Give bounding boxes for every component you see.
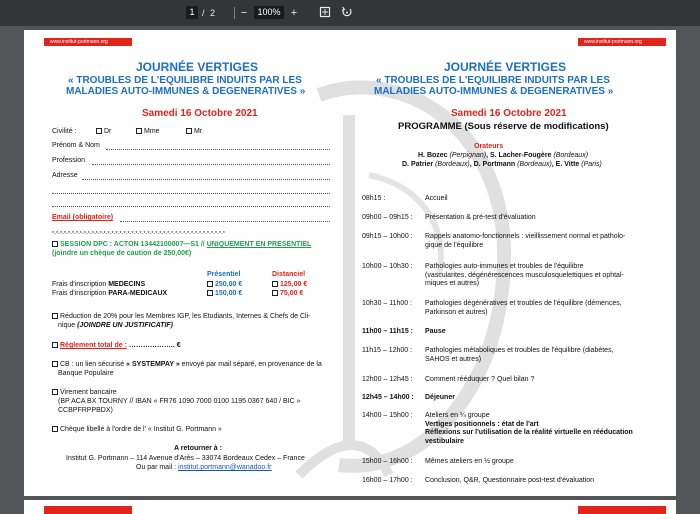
total-payment[interactable]: Règlement total de : ……………….. € bbox=[52, 342, 181, 351]
pdf-toolbar bbox=[0, 0, 700, 26]
fee-medecins-presentiel[interactable]: 250,00 € bbox=[207, 281, 242, 290]
programme-item: Réflexions sur l'utilisation de la réalité virtuelle en rééducation bbox=[425, 429, 633, 436]
programme-item: gique de l'équilibre bbox=[425, 241, 484, 249]
civility-mme-option[interactable] bbox=[136, 128, 160, 137]
programme-item: Rappels anatomo-fonctionnels : vieillissement normal et patholo- bbox=[425, 233, 626, 240]
rotate-icon[interactable] bbox=[340, 6, 354, 20]
programme-time: 09h00 – 09h15 : bbox=[362, 214, 413, 221]
pdf-page-1 bbox=[24, 30, 676, 496]
checkbox-icon[interactable] bbox=[207, 290, 213, 296]
programme-item: SAHOS et autres) bbox=[425, 355, 482, 363]
checkbox-icon[interactable] bbox=[52, 342, 58, 348]
checkbox-icon[interactable] bbox=[272, 290, 278, 296]
fee-para-distanciel[interactable]: 75,00 € bbox=[272, 290, 303, 299]
checkbox-icon[interactable] bbox=[52, 241, 58, 247]
total-pages: 2 bbox=[210, 8, 216, 18]
fee-para-presentiel[interactable]: 150,00 € bbox=[207, 290, 242, 299]
date-left: Samedi 16 Octobre 2021 bbox=[142, 108, 258, 119]
col-presentiel: Présentiel bbox=[207, 271, 241, 278]
subtitle-left-2: MALADIES AUTO-IMMUNES & DEGENERATIVES » bbox=[66, 86, 306, 97]
programme-time: 10h30 – 11h00 : bbox=[362, 300, 413, 307]
zoom-level-input[interactable]: 100% bbox=[254, 6, 284, 19]
return-address: Institut G. Portmann – 114 Avenue d'Arès – 33074 Bordeaux Cedex – France bbox=[66, 455, 305, 462]
site-banner-left bbox=[44, 38, 132, 46]
virement-iban: (BP ACA BX TOURNY // IBAN « FR76 1090 7000 0100 1195 0367 640 / BIC » bbox=[58, 398, 301, 405]
programme-time: 09h15 – 10h00 : bbox=[362, 233, 413, 240]
programme-time: 10h00 – 10h30 : bbox=[362, 263, 413, 270]
programme-item: Pathologies auto-immunes et troubles de l'équilibre bbox=[425, 263, 584, 270]
name-label: Prénom & Nom bbox=[52, 142, 100, 149]
programme-time: 08h15 : bbox=[362, 195, 386, 202]
name-field[interactable] bbox=[106, 149, 330, 150]
checkbox-icon[interactable] bbox=[52, 389, 58, 395]
toolbar-divider bbox=[234, 7, 235, 19]
checkbox-icon[interactable] bbox=[186, 128, 192, 134]
page-number-input[interactable]: 1 bbox=[186, 6, 198, 19]
fee-medecins-label: Frais d'inscription MEDECINS bbox=[52, 281, 146, 288]
fit-page-icon[interactable] bbox=[318, 6, 332, 20]
speakers-label: Orateurs bbox=[474, 143, 504, 150]
checkbox-icon[interactable] bbox=[272, 281, 278, 287]
programme-time: 16h00 – 17h00 : bbox=[362, 477, 413, 484]
programme-item: Conclusion, Q&R, Questionnaire post-test d'évaluation bbox=[425, 477, 595, 484]
site-banner-right bbox=[578, 38, 666, 46]
cheque-option[interactable]: Chèque libellé à l'ordre de l' « Institut G. Portmann » bbox=[52, 426, 222, 435]
checkbox-icon[interactable] bbox=[207, 281, 213, 287]
programme-time: 12h45 – 14h00 : bbox=[362, 394, 414, 401]
virement-bic: CCBPFRPPBDX) bbox=[58, 407, 113, 414]
programme-item: Déjeuner bbox=[425, 394, 455, 401]
email-field[interactable] bbox=[120, 221, 330, 222]
return-mail: Ou par mail : institut.portmann@wanadoo.fr bbox=[136, 464, 272, 471]
fee-medecins-distanciel[interactable]: 125,00 € bbox=[272, 281, 307, 290]
checkbox-icon[interactable] bbox=[52, 426, 58, 432]
programme-time: 15h00 – 16h00 : bbox=[362, 458, 413, 465]
checkbox-icon[interactable] bbox=[52, 361, 58, 367]
divider-stars: *-*-*-*-*-*-*-*-*-*-*-*-*-*-*-*-*-*-*-*-*-*-*-*-*-*-*-*-*-*-*-*-*-*-*-*-*-*-*-*-*-*-*-* bbox=[52, 231, 225, 237]
dpc-label: SESSION DPC : ACTON 13442100007—S1 // bbox=[60, 241, 205, 248]
programme-item: Vertiges positionnels : état de l'art bbox=[425, 420, 539, 428]
programme-item: Pathologies métaboliques et troubles de l'équilibre (diabètes, bbox=[425, 347, 614, 354]
subtitle-left-1: « TROUBLES DE L'EQUILIBRE INDUITS PAR LES bbox=[68, 75, 302, 86]
address-field-2[interactable] bbox=[52, 193, 330, 194]
cb-option[interactable]: CB : un lien sécurisé « SYSTEMPAY » envoyé par mail séparé, en provenance de la bbox=[52, 361, 322, 370]
page2-banner-right bbox=[578, 506, 666, 514]
programme-item: vestibulaire bbox=[425, 437, 464, 445]
programme-item: Comment rééduquer ? Quel bilan ? bbox=[425, 376, 535, 383]
address-field[interactable] bbox=[82, 179, 330, 180]
programme-item: miques et autres) bbox=[425, 280, 480, 287]
site-url-right[interactable]: www.institut-portmann.org bbox=[584, 39, 642, 45]
reduction-justif: nique (JOINDRE UN JUSTIFICATIF) bbox=[58, 322, 174, 329]
programme-item: Accueil bbox=[425, 195, 448, 202]
programme-item: Présentation & pré-test d'évaluation bbox=[425, 214, 536, 221]
title-right: JOURNÉE VERTIGES bbox=[444, 60, 567, 74]
profession-label: Profession bbox=[52, 157, 86, 164]
cb-bank: Banque Populaire bbox=[58, 370, 114, 377]
civility-mr-option[interactable] bbox=[186, 128, 202, 137]
checkbox-icon[interactable] bbox=[52, 313, 58, 319]
programme-item: (vascularites, dégénérescences musculosquelettiques et ophtal- bbox=[425, 271, 624, 279]
programme-title: PROGRAMME (Sous réserve de modifications) bbox=[398, 121, 609, 132]
pdf-page-2 bbox=[24, 500, 676, 514]
address-label: Adresse bbox=[52, 172, 78, 179]
zoom-in-button[interactable]: + bbox=[290, 7, 298, 19]
email-link[interactable]: institut.portmann@wanadoo.fr bbox=[178, 464, 272, 471]
page2-banner-left bbox=[44, 506, 132, 514]
dpc-presentiel-label: UNIQUEMENT EN PRESENTIEL bbox=[206, 241, 312, 248]
fee-para-label: Frais d'inscription PARA-MEDICAUX bbox=[52, 290, 168, 297]
civility-mr-label: Mr bbox=[194, 128, 203, 135]
email-label: Email (obligatoire) bbox=[52, 214, 114, 221]
return-label: A retourner à : bbox=[174, 445, 222, 452]
speakers-line-2: D. Patrier (Bordeaux), D. Portmann (Bordeaux), E. Vitte (Paris) bbox=[402, 161, 602, 168]
virement-option[interactable]: Virement bancaire bbox=[52, 389, 117, 398]
civility-dr-option[interactable] bbox=[96, 128, 111, 137]
reduction-option[interactable]: Réduction de 20% pour les Membres IGP, les Etudiants, Internes & Chefs de Cli- bbox=[52, 313, 310, 322]
civility-mme-label: Mme bbox=[144, 128, 160, 135]
dpc-caution: (joindre un chèque de caution de 250,00€) bbox=[52, 250, 192, 257]
subtitle-right-2: MALADIES AUTO-IMMUNES & DEGENERATIVES » bbox=[374, 86, 614, 97]
page-separator: / bbox=[202, 8, 205, 18]
title-left: JOURNÉE VERTIGES bbox=[136, 60, 259, 74]
zoom-out-button[interactable]: − bbox=[240, 7, 248, 19]
checkbox-icon[interactable] bbox=[96, 128, 102, 134]
subtitle-right-1: « TROUBLES DE L'EQUILIBRE INDUITS PAR LES bbox=[376, 75, 610, 86]
checkbox-icon[interactable] bbox=[136, 128, 142, 134]
programme-item: Pause bbox=[425, 328, 446, 335]
col-distanciel: Distanciel bbox=[272, 271, 306, 278]
programme-time: 12h00 – 12h45 : bbox=[362, 376, 413, 383]
programme-time: 11h00 – 11h15 : bbox=[362, 328, 413, 335]
programme-time: 14h00 – 15h00 : bbox=[362, 412, 413, 419]
date-right: Samedi 16 Octobre 2021 bbox=[451, 108, 567, 119]
programme-item: Mêmes ateliers en ½ groupe bbox=[425, 458, 514, 465]
programme-item: Parkinson et autres) bbox=[425, 308, 488, 316]
profession-field[interactable] bbox=[92, 164, 330, 165]
civility-dr-label: Dr bbox=[104, 128, 112, 135]
address-field-3[interactable] bbox=[52, 206, 330, 207]
civility-label: Civilité : bbox=[52, 128, 77, 135]
programme-item: Pathologies dégénératives et troubles de l'équilibre (démences, bbox=[425, 300, 622, 307]
programme-item: Ateliers en ¼ groupe bbox=[425, 412, 490, 419]
programme-time: 11h15 – 12h00 : bbox=[362, 347, 413, 354]
dpc-session[interactable] bbox=[52, 241, 311, 250]
site-url-left[interactable]: www.institut-portmann.org bbox=[50, 39, 108, 45]
speakers-line-1: H. Bozec (Perpignan), S. Lacher-Fougère (Bordeaux) bbox=[418, 152, 589, 159]
